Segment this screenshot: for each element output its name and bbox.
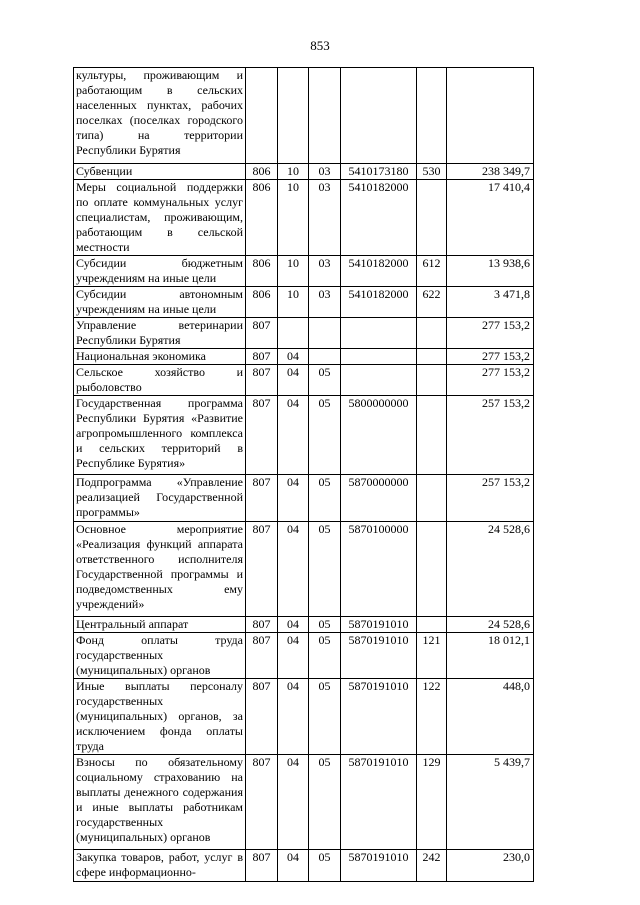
target-article-code: [341, 349, 417, 365]
section-code: 10: [278, 287, 309, 318]
ved-code: 806: [246, 256, 278, 287]
amount: 24 528,6: [447, 617, 534, 633]
section-code: [278, 318, 309, 349]
target-article-code: [341, 318, 417, 349]
expense-type-code: [417, 396, 447, 475]
table-row: [74, 633, 534, 679]
row-name: Основное мероприятие «Реализация функций аппарата ответственного исполнителя Государственной программы и подведомственных ему учреждений»: [74, 522, 246, 617]
amount: 17 410,4: [447, 180, 534, 256]
row-name: Меры социальной поддержки по оплате коммунальных услуг специалистам, проживающим, работающим в сельской местности: [74, 180, 246, 256]
row-name: Сельское хозяйство и рыболовство: [74, 365, 246, 396]
amount: 257 153,2: [447, 475, 534, 522]
amount: 24 528,6: [447, 522, 534, 617]
target-article-code: 5410182000: [341, 256, 417, 287]
page-number: 853: [310, 38, 330, 53]
budget-table-body: [74, 68, 534, 882]
target-article-code: 5870191010: [341, 617, 417, 633]
expense-type-code: [417, 522, 447, 617]
row-name: Субсидии бюджетным учреждениям на иные цели: [74, 256, 246, 287]
subsection-code: [309, 318, 341, 349]
table-row: [74, 318, 534, 349]
expense-type-code: 242: [417, 850, 447, 882]
row-name: Центральный аппарат: [74, 617, 246, 633]
ved-code: 807: [246, 396, 278, 475]
target-article-code: [341, 68, 417, 164]
expense-type-code: 530: [417, 164, 447, 180]
row-name: Иные выплаты персоналу государственных (муниципальных) органов, за исключением фонда оплаты труда: [74, 679, 246, 755]
amount: 277 153,2: [447, 365, 534, 396]
target-article-code: 5410173180: [341, 164, 417, 180]
target-article-code: 5870191010: [341, 679, 417, 755]
target-article-code: 5870191010: [341, 633, 417, 679]
expense-type-code: [417, 617, 447, 633]
expense-type-code: [417, 318, 447, 349]
section-code: [278, 68, 309, 164]
row-name: Взносы по обязательному социальному страхованию на выплаты денежного содержания и иные выплаты работникам государственных (муниципальных) органов: [74, 755, 246, 850]
section-code: 04: [278, 850, 309, 882]
amount: 5 439,7: [447, 755, 534, 850]
subsection-code: 05: [309, 365, 341, 396]
amount: 448,0: [447, 679, 534, 755]
table-row: [74, 287, 534, 318]
row-name: Фонд оплаты труда государственных (муниципальных) органов: [74, 633, 246, 679]
target-article-code: 5410182000: [341, 180, 417, 256]
amount: 3 471,8: [447, 287, 534, 318]
section-code: 04: [278, 755, 309, 850]
section-code: 04: [278, 617, 309, 633]
section-code: 04: [278, 633, 309, 679]
table-row: [74, 180, 534, 256]
table-row: [74, 396, 534, 475]
target-article-code: 5870100000: [341, 522, 417, 617]
budget-table: [73, 67, 534, 882]
target-article-code: 5870191010: [341, 850, 417, 882]
expense-type-code: [417, 180, 447, 256]
row-name: Подпрограмма «Управление реализацией Государственной программы»: [74, 475, 246, 522]
table-row: [74, 850, 534, 882]
section-code: 10: [278, 256, 309, 287]
amount: 277 153,2: [447, 318, 534, 349]
row-name: Закупка товаров, работ, услуг в сфере информационно-: [74, 850, 246, 882]
section-code: 04: [278, 365, 309, 396]
expense-type-code: 121: [417, 633, 447, 679]
subsection-code: 05: [309, 633, 341, 679]
amount: 230,0: [447, 850, 534, 882]
ved-code: 806: [246, 164, 278, 180]
section-code: 10: [278, 180, 309, 256]
ved-code: 807: [246, 365, 278, 396]
ved-code: 807: [246, 475, 278, 522]
expense-type-code: [417, 349, 447, 365]
row-name: Субвенции: [74, 164, 246, 180]
row-name: культуры, проживающим и работающим в сельских населенных пунктах, рабочих поселках (поселках городского типа) на территории Республики Бурятия: [74, 68, 246, 164]
target-article-code: 5870191010: [341, 755, 417, 850]
target-article-code: [341, 365, 417, 396]
amount: 13 938,6: [447, 256, 534, 287]
ved-code: 807: [246, 318, 278, 349]
subsection-code: 03: [309, 164, 341, 180]
row-name: Национальная экономика: [74, 349, 246, 365]
ved-code: [246, 68, 278, 164]
expense-type-code: 122: [417, 679, 447, 755]
expense-type-code: [417, 475, 447, 522]
ved-code: 807: [246, 755, 278, 850]
subsection-code: 05: [309, 679, 341, 755]
section-code: 04: [278, 522, 309, 617]
subsection-code: 05: [309, 522, 341, 617]
amount: 257 153,2: [447, 396, 534, 475]
section-code: 04: [278, 396, 309, 475]
table-row: [74, 522, 534, 617]
target-article-code: 5870000000: [341, 475, 417, 522]
subsection-code: 03: [309, 180, 341, 256]
subsection-code: 03: [309, 287, 341, 318]
ved-code: 806: [246, 180, 278, 256]
ved-code: 807: [246, 679, 278, 755]
expense-type-code: [417, 68, 447, 164]
table-row: [74, 256, 534, 287]
expense-type-code: 129: [417, 755, 447, 850]
subsection-code: 03: [309, 256, 341, 287]
amount: [447, 68, 534, 164]
amount: 277 153,2: [447, 349, 534, 365]
table-row: [74, 617, 534, 633]
ved-code: 807: [246, 617, 278, 633]
table-row: [74, 475, 534, 522]
ved-code: 806: [246, 287, 278, 318]
section-code: 04: [278, 475, 309, 522]
table-row: [74, 365, 534, 396]
table-row: [74, 164, 534, 180]
table-row: [74, 679, 534, 755]
ved-code: 807: [246, 633, 278, 679]
ved-code: 807: [246, 349, 278, 365]
row-name: Субсидии автономным учреждениям на иные цели: [74, 287, 246, 318]
row-name: Государственная программа Республики Бурятия «Развитие агропромышленного комплекса и сельских территорий в Республике Бурятия»: [74, 396, 246, 475]
subsection-code: 05: [309, 850, 341, 882]
target-article-code: 5800000000: [341, 396, 417, 475]
expense-type-code: 612: [417, 256, 447, 287]
subsection-code: 05: [309, 396, 341, 475]
section-code: 04: [278, 679, 309, 755]
table-row: [74, 68, 534, 164]
table-row: [74, 755, 534, 850]
expense-type-code: 622: [417, 287, 447, 318]
subsection-code: 05: [309, 475, 341, 522]
amount: 238 349,7: [447, 164, 534, 180]
section-code: 10: [278, 164, 309, 180]
amount: 18 012,1: [447, 633, 534, 679]
subsection-code: 05: [309, 617, 341, 633]
ved-code: 807: [246, 850, 278, 882]
section-code: 04: [278, 349, 309, 365]
table-row: [74, 349, 534, 365]
subsection-code: [309, 68, 341, 164]
subsection-code: [309, 349, 341, 365]
ved-code: 807: [246, 522, 278, 617]
row-name: Управление ветеринарии Республики Бурятия: [74, 318, 246, 349]
expense-type-code: [417, 365, 447, 396]
subsection-code: 05: [309, 755, 341, 850]
target-article-code: 5410182000: [341, 287, 417, 318]
